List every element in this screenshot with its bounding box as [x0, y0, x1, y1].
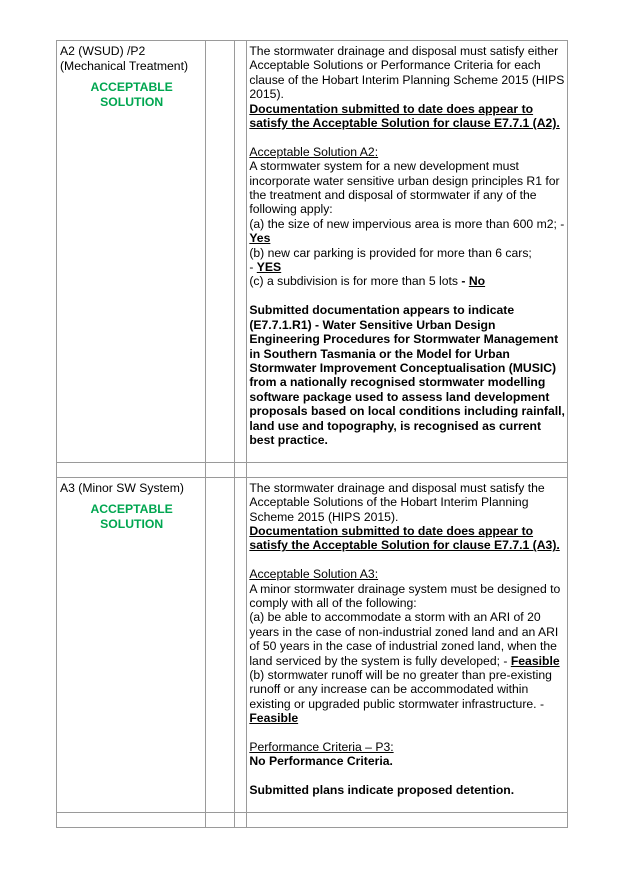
empty-cell [206, 477, 235, 812]
solution-text: A minor stormwater drainage system must be designed to comply with all of the following: [249, 581, 561, 610]
conclusion-text: Submitted plans indicate proposed detention. [249, 783, 515, 798]
item-a: (a) be able to accommodate a storm with an ARI of 20 years in the case of non-industrial zoned land and an ARI of 50 years in the case of industrial zoned land, when the land serviced by the system is fully developed; - Feasible [249, 610, 560, 668]
requirement-label: A2 (WSUD) /P2 (Mechanical Treatment) [60, 44, 189, 73]
item-answer: Feasible [249, 711, 299, 726]
status-label: ACCEPTABLE SOLUTION [90, 80, 173, 109]
item-b: (b) stormwater runoff will be no greater than pre-existing runoff or any increase can be accommodated within existing or upgraded public stormwater infrastructure. - Feasible [249, 668, 552, 726]
assessment-cell [247, 41, 568, 463]
finding-text: Documentation submitted to date does appear to satisfy the Acceptable Solution for clause E7.7.1 (A3). [249, 523, 560, 553]
item-b: (b) new car parking is provided for more than 6 cars; - YES [249, 245, 532, 275]
requirement-cell [57, 41, 206, 463]
requirement-label: A3 (Minor SW System) [60, 480, 184, 495]
conclusion-text: Submitted documentation appears to indicate (E7.7.1.R1) - Water Sensitive Urban Design Engineering Procedures for Stormwater Management in Southern Tasmania or the Model for Urban Stormwater Improvement Conceptualisation (MUSIC) from a nationally recognised stormwater modelling software package used to assess land development proposals based on local conditions including rainfall, land use and topography, is recognised as current best practice. [249, 303, 565, 447]
item-c: (c) a subdivision is for more than 5 lots - No [249, 274, 486, 289]
assessment-table [56, 40, 568, 828]
spacer-row [57, 462, 568, 477]
finding-text: Documentation submitted to date does appear to satisfy the Acceptable Solution for clause E7.7.1 (A2). [249, 101, 560, 131]
assessment-cell [247, 477, 568, 812]
spacer-row [57, 813, 568, 828]
solution-heading: Acceptable Solution A2: [249, 144, 379, 159]
item-answer: Feasible [510, 653, 560, 668]
empty-cell [206, 41, 235, 463]
criteria-heading: Performance Criteria – P3: [249, 740, 394, 755]
solution-text: A stormwater system for a new development must incorporate water sensitive urban design principles R1 for the treatment and disposal of stormwater if any of the following apply: [249, 159, 560, 217]
criteria-text: No Performance Criteria. [249, 754, 393, 769]
intro-text: The stormwater drainage and disposal must satisfy the Acceptable Solutions of the Hobart Interim Planning Scheme 2015 (HIPS 2015). [249, 480, 545, 524]
table-row-a2 [57, 41, 568, 463]
empty-cell [235, 477, 247, 812]
item-answer: YES [256, 260, 282, 275]
item-a: (a) the size of new impervious area is more than 600 m2; - Yes [249, 216, 565, 246]
item-answer: Yes [249, 231, 271, 246]
item-answer: No [468, 274, 486, 289]
table-row-a3 [57, 477, 568, 812]
status-label: ACCEPTABLE SOLUTION [90, 502, 173, 531]
empty-cell [235, 41, 247, 463]
intro-text: The stormwater drainage and disposal must satisfy either Acceptable Solutions or Performance Criteria for each clause of the Hobart Interim Planning Scheme 2015 (HIPS 2015). [249, 44, 565, 102]
requirement-cell [57, 477, 206, 812]
solution-heading: Acceptable Solution A3: [249, 567, 379, 582]
